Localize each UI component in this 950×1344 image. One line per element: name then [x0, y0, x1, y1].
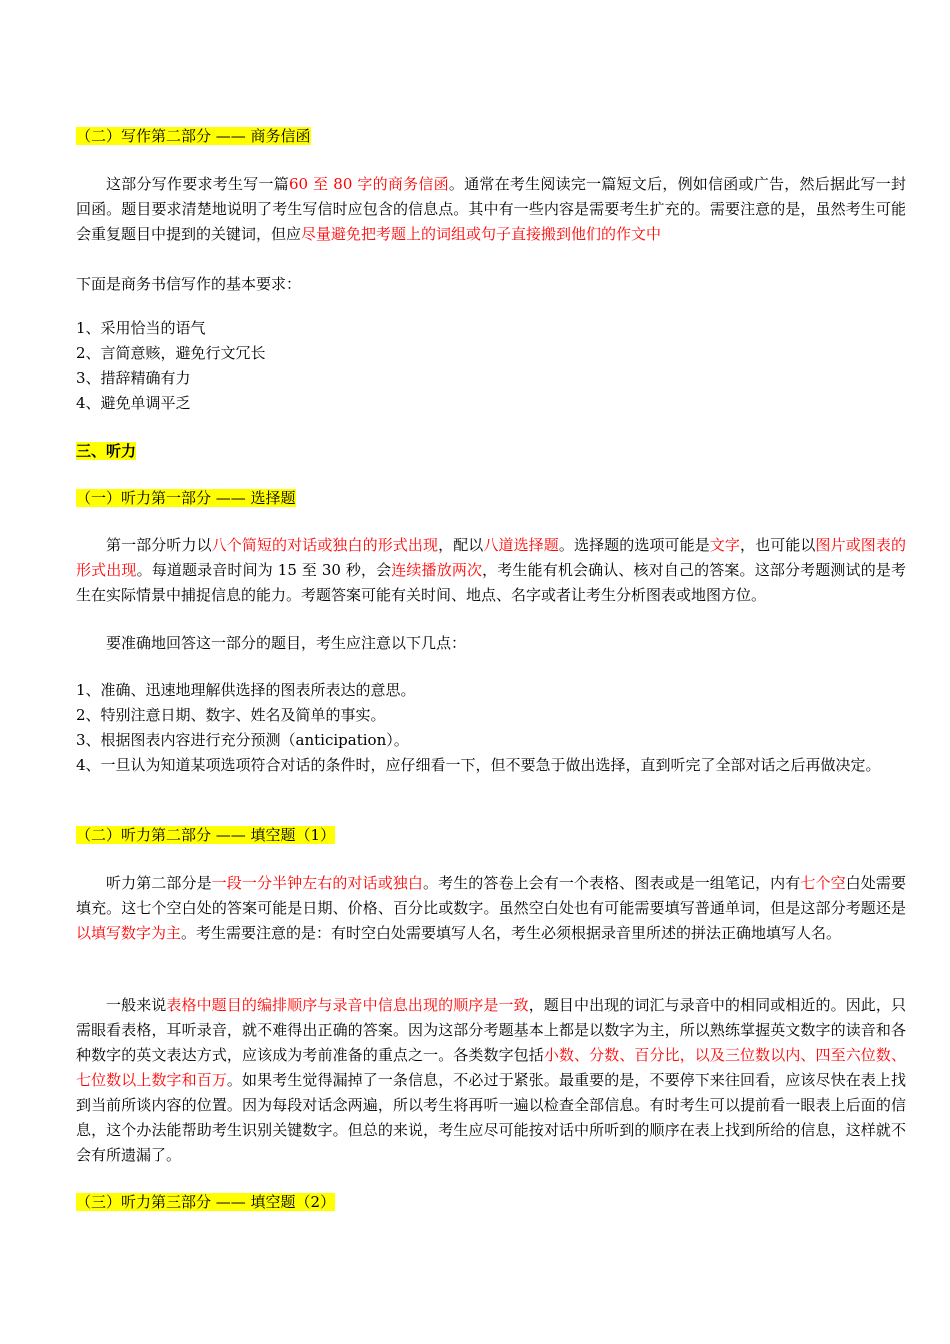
paragraph-listening-part1	[76, 533, 906, 608]
heading-listening	[76, 439, 906, 464]
highlighted-text: 表格中题目的编排顺序与录音中信息出现的顺序是一致	[166, 996, 529, 1014]
heading-writing-part2	[76, 124, 906, 149]
highlighted-text: 以填写数字为主	[76, 924, 182, 942]
paragraph-listening-part2-a	[76, 871, 906, 946]
heading-listening-part3-text: （三）听力第三部分 —— 填空题（2）	[76, 1193, 336, 1211]
body-text: 。如果考生觉得漏掉了一条信息，不必过于紧张。最重要的是，不要停下来往回看，应该尽快在表上找到当前所谈内容的位置。因为每段对话念两遍，所以考生将再听一遍以检查全部信息。有时考生可以提前看一眼表上后面的信息，这个办法能帮助考生识别关键数字。但总的来说，考生应尽可能按对话中所听到的顺序在表上找到所给的信息，这样就不会有所遗漏了。	[76, 1071, 906, 1164]
highlighted-text: 八个简短的对话或独白的形式出现	[211, 536, 439, 554]
body-text: 白处需要填充。这七个空白处的答案可能是日期、价格、百分比或数字。虽然空白处也有可能需要填写普通单词，但是这部分考题还是	[76, 874, 906, 917]
heading-listening-part1	[76, 486, 906, 511]
body-text: ，题目中出现的词汇与录音中的相同或相近的。因此，只需眼看表格，耳听录音，就不难得出正确的答案。因为这部分考题基本上都是以数字为主，所以熟练掌握英文数字的读音和各种数字的英文表达方式，应该成为考前准备的重点之一。各类数字包括	[76, 996, 906, 1064]
highlighted-text: 图片或图表的形式出现	[76, 536, 906, 579]
heading-listening-part2-text: （二）听力第二部分 —— 填空题（1）	[76, 826, 336, 844]
list-item: 1、采用恰当的语气	[76, 319, 206, 337]
list-item: 1、准确、迅速地理解供选择的图表所表达的意思。	[76, 681, 416, 699]
highlighted-text: 文字	[709, 536, 741, 554]
highlighted-text: 小数、分数、百分比，以及三位数以内、四至六位数、七位数以上数字和百万	[76, 1046, 906, 1089]
paragraph-listening-part2-b	[76, 993, 906, 1168]
listening-part1-intro: 要准确地回答这一部分的题目，考生应注意以下几点：	[106, 634, 467, 652]
highlighted-text: 60 至 80 字的商务信函	[288, 175, 449, 193]
body-text: 。每道题录音时间为 15 至 30 秒，会	[136, 561, 392, 579]
highlighted-text: 连续播放两次	[391, 561, 483, 579]
list-item: 2、特别注意日期、数字、姓名及简单的事实。	[76, 706, 386, 724]
heading-listening-part1-text: （一）听力第一部分 —— 选择题	[76, 489, 296, 507]
body-text: 听力第二部分是	[106, 874, 212, 892]
list-item: 4、避免单调平乏	[76, 394, 191, 412]
heading-writing-part2-text: （二）写作第二部分 —— 商务信函	[76, 127, 311, 145]
highlighted-text: 尽量避免把考题上的词组或句子直接搬到他们的作文中	[301, 225, 662, 243]
body-text: ，配以	[438, 536, 484, 554]
requirements-intro: 下面是商务书信写作的基本要求：	[76, 275, 302, 293]
body-text: ，考生能有机会确认、核对自己的答案。这部分考题测试的是考生在实际情景中捕捉信息的能力。考题答案可能有关时间、地点、名字或者让考生分析图表或地图方位。	[76, 561, 906, 604]
highlighted-text: 一段一分半钟左右的对话或独白	[211, 874, 423, 892]
body-text: 。通常在考生阅读完一篇短文后，例如信函或广告，然后据此写一封回函。题目要求清楚地说明了考生写信时应包含的信息点。其中有一些内容是需要考生扩充的。需要注意的是，虽然考生可能会重复题目中提到的关键词，但应	[76, 175, 906, 243]
heading-listening-text: 三、听力	[76, 442, 137, 460]
requirements-list	[76, 316, 906, 416]
listening-part1-points	[76, 678, 906, 778]
highlighted-text: 七个空	[800, 874, 846, 892]
body-text: ，也可能以	[740, 536, 816, 554]
paragraph-writing-part2	[76, 172, 906, 247]
highlighted-text: 八道选择题	[483, 536, 559, 554]
list-item: 3、根据图表内容进行充分预测（anticipation）。	[76, 731, 409, 749]
heading-listening-part2	[76, 823, 906, 848]
body-text: 。考生的答卷上会有一个表格、图表或是一组笔记，内有	[423, 874, 801, 892]
body-text: 第一部分听力以	[106, 536, 212, 554]
body-text: 这部分写作要求考生写一篇	[106, 175, 289, 193]
list-item: 3、措辞精确有力	[76, 369, 191, 387]
heading-listening-part3	[76, 1190, 906, 1215]
body-text: 一般来说	[106, 996, 167, 1014]
list-item: 2、言简意赅，避免行文冗长	[76, 344, 266, 362]
body-text: 。选择题的选项可能是	[558, 536, 710, 554]
list-item: 4、一旦认为知道某项选项符合对话的条件时，应仔细看一下，但不要急于做出选择，直到听完了全部对话之后再做决定。	[76, 756, 881, 774]
body-text: 。考生需要注意的是：有时空白处需要填写人名，考生必须根据录音里所述的拼法正确地填写人名。	[181, 924, 842, 942]
